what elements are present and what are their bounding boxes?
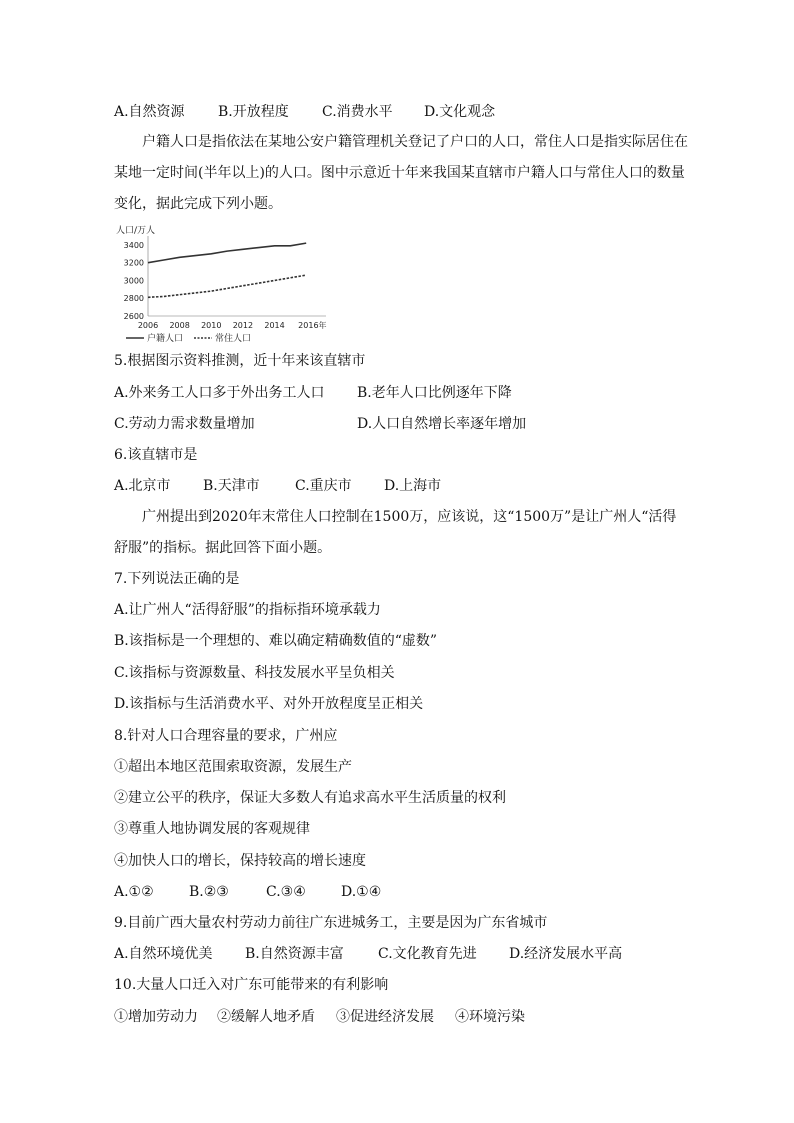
x-tick-label: 2010: [201, 321, 222, 330]
legend-label-changzhu: 常住人口: [215, 334, 252, 344]
intro-paragraph-1: 户籍人口是指依法在某地公安户籍管理机关登记了户口的人口，常住人口是指实际居住在某地一定时间(半年以上)的人口。图中示意近十年来我国某直辖市户籍人口与常住人口的数量变化，据此完成下列小题。: [114, 134, 688, 212]
q10-item-1: ①增加劳动力: [114, 1009, 198, 1025]
q5-option-c: C.劳动力需求数量增加: [114, 416, 255, 432]
q5-option-d: D.人口自然增长率逐年增加: [357, 416, 527, 432]
q8-item-1: ①超出本地区范围索取资源，发展生产: [114, 759, 352, 775]
q9-option-d: D.经济发展水平高: [509, 946, 623, 962]
q5-option-a: A.外来务工人口多于外出务工人口: [114, 385, 325, 401]
q8-item-2: ②建立公平的秩序，保证大多数人有追求高水平生活质量的权利: [114, 790, 506, 806]
y-tick-label: 2600: [123, 312, 144, 321]
q7-option-b: B.该指标是一个理想的、难以确定精确数值的“虚数”: [114, 633, 438, 649]
intro-paragraph-2: 广州提出到2020年末常住人口控制在1500万，应该说，这“1500万”是让广州人“活得舒服”的指标。据此回答下面小题。: [114, 509, 677, 556]
q4-option-c: C.消费水平: [322, 104, 393, 120]
q9-option-c: C.文化教育先进: [378, 946, 477, 962]
series-line-changzhu: [148, 275, 306, 297]
q6-option-b: B.天津市: [203, 478, 260, 494]
q9-option-a: A.自然环境优美: [114, 946, 213, 962]
q4-option-b: B.开放程度: [218, 104, 289, 120]
q4-option-a: A.自然资源: [114, 104, 185, 120]
legend-label-huji: 户籍人口: [147, 334, 184, 344]
q5-stem: 5.根据图示资料推测，近十年来该直辖市: [114, 353, 366, 369]
q10-stem: 10.大量人口迁入对广东可能带来的有利影响: [114, 977, 389, 993]
series-line-huji: [148, 243, 306, 263]
q7-stem: 7.下列说法正确的是: [114, 571, 240, 587]
q7-option-d: D.该指标与生活消费水平、对外开放程度呈正相关: [114, 696, 424, 712]
y-tick-label: 3000: [123, 276, 144, 286]
q4-option-d: D.文化观念: [424, 104, 496, 120]
q6-option-a: A.北京市: [114, 478, 171, 494]
q8-option-a: A.①②: [114, 884, 154, 900]
q5-option-b: B.老年人口比例逐年下降: [357, 385, 512, 401]
q8-item-4: ④加快人口的增长，保持较高的增长速度: [114, 853, 366, 869]
q9-stem: 9.目前广西大量农村劳动力前往广东进城务工，主要是因为广东省城市: [114, 915, 548, 931]
y-tick-label: 3200: [123, 258, 144, 268]
q7-option-a: A.让广州人“活得舒服”的指标指环境承载力: [114, 602, 381, 618]
q10-item-2: ②缓解人地矛盾: [217, 1009, 315, 1025]
x-tick-label: 2008: [169, 321, 190, 330]
chart-legend: [126, 332, 251, 344]
q10-item-3: ③促进经济发展: [336, 1009, 434, 1025]
q8-stem: 8.针对人口合理容量的要求，广州应: [114, 728, 338, 744]
x-tick-label: 2012: [232, 321, 254, 330]
q9-option-b: B.自然资源丰富: [245, 946, 344, 962]
y-tick-label: 3400: [123, 240, 144, 250]
q7-option-c: C.该指标与资源数量、科技发展水平呈负相关: [114, 665, 395, 681]
q6-option-d: D.上海市: [384, 478, 442, 494]
x-tick-label: 2006: [137, 321, 159, 330]
q8-item-3: ③尊重人地协调发展的客观规律: [114, 821, 310, 837]
q8-option-b: B.②③: [189, 884, 229, 900]
y-tick-label: 2800: [123, 294, 144, 304]
q6-stem: 6.该直辖市是: [114, 447, 198, 463]
x-tick-label: 2016年: [298, 321, 327, 330]
q10-item-4: ④环境污染: [455, 1009, 525, 1025]
q6-option-c: C.重庆市: [295, 478, 352, 494]
q8-option-d: D.①④: [341, 884, 382, 900]
population-line-chart: [112, 222, 342, 346]
chart-ylabel: 人口/万人: [116, 226, 156, 236]
x-tick-label: 2014: [264, 321, 285, 330]
q8-option-c: C.③④: [266, 884, 306, 900]
